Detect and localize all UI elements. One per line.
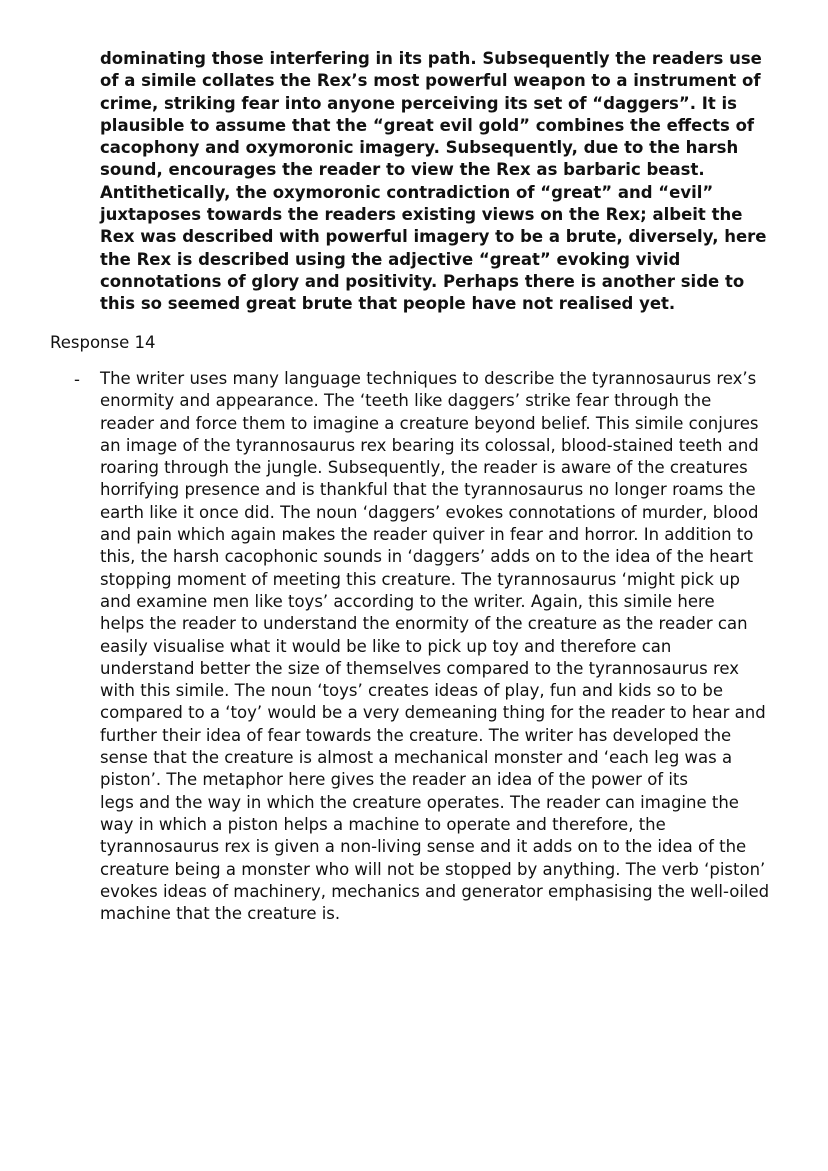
response-line: The writer uses many language techniques to describe the tyrannosaurus rex’s [100, 369, 757, 388]
bold-paragraph-line: Antithetically, the oxymoronic contradiction of “great” and “evil” [100, 182, 714, 202]
bold-paragraph-line: connotations of glory and positivity. Perhaps there is another side to [100, 271, 745, 291]
bold-paragraph-line: sound, encourages the reader to view the Rex as barbaric beast. [100, 160, 705, 180]
response-line: helps the reader to understand the enormity of the creature as the reader can [100, 614, 748, 634]
response-line: with this simile. The noun ‘toys’ creates ideas of play, fun and kids so to be [100, 681, 724, 701]
response-line: sense that the creature is almost a mechanical monster and ‘each leg was a [100, 748, 733, 768]
response-line: piston’. The metaphor here gives the reader an idea of the power of its [100, 770, 688, 790]
response-line: tyrannosaurus rex is given a non-living sense and it adds on to the idea of the [100, 837, 747, 857]
response-line: stopping moment of meeting this creature. The tyrannosaurus ‘might pick up [100, 569, 741, 589]
response-paragraph [100, 368, 800, 925]
response-line: horrifying presence and is thankful that the tyrannosaurus no longer roams the [100, 480, 756, 500]
bold-paragraph-line: dominating those interfering in its path. Subsequently the readers use [100, 49, 762, 68]
response-line: way in which a piston helps a machine to operate and therefore, the [100, 814, 666, 834]
response-line: this, the harsh cacophonic sounds in ‘daggers’ adds on to the idea of the heart [100, 547, 754, 567]
response-line: easily visualise what it would be like to pick up toy and therefore can [100, 636, 672, 656]
response-line: earth like it once did. The noun ‘daggers’ evokes connotations of murder, blood [100, 502, 759, 522]
list-bullet: - [74, 370, 80, 389]
bold-paragraph-line: the Rex is described using the adjective “great” evoking vivid [100, 249, 681, 269]
response-line: and examine men like toys’ according to the writer. Again, this simile here [100, 591, 715, 611]
response-line: legs and the way in which the creature operates. The reader can imagine the [100, 792, 739, 812]
response-line: compared to a ‘toy’ would be a very demeaning thing for the reader to hear and [100, 703, 766, 723]
bold-paragraph-line: juxtaposes towards the readers existing views on the Rex; albeit the [100, 205, 743, 225]
response-line: roaring through the jungle. Subsequently, the reader is aware of the creatures [100, 458, 748, 478]
bold-paragraph-line: cacophony and oxymoronic imagery. Subsequently, due to the harsh [100, 138, 739, 158]
response-line: machine that the creature is. [100, 904, 341, 924]
response-line: further their idea of fear towards the creature. The writer has developed the [100, 725, 732, 745]
response-line: an image of the tyrannosaurus rex bearing its colossal, blood-stained teeth and [100, 435, 759, 455]
response-line: creature being a monster who will not be stopped by anything. The verb ‘piston’ [100, 859, 766, 879]
response-line: enormity and appearance. The ‘teeth like daggers’ strike fear through the [100, 391, 712, 411]
response-line: and pain which again makes the reader quiver in fear and horror. In addition to [100, 525, 754, 545]
response-heading: Response 14 [50, 333, 156, 352]
bold-paragraph [100, 48, 790, 316]
bold-paragraph-line: this so seemed great brute that people have not realised yet. [100, 294, 676, 314]
response-line: understand better the size of themselves compared to the tyrannosaurus rex [100, 658, 740, 678]
bold-paragraph-line: plausible to assume that the “great evil gold” combines the effects of [100, 115, 755, 135]
response-line: evokes ideas of machinery, mechanics and generator emphasising the well-oiled [100, 881, 770, 901]
bold-paragraph-line: Rex was described with powerful imagery to be a brute, diversely, here [100, 227, 767, 247]
response-line: reader and force them to imagine a creature beyond belief. This simile conjures [100, 413, 759, 433]
bold-paragraph-line: of a simile collates the Rex’s most powerful weapon to a instrument of [100, 71, 761, 91]
bold-paragraph-line: crime, striking fear into anyone perceiving its set of “daggers”. It is [100, 93, 737, 113]
